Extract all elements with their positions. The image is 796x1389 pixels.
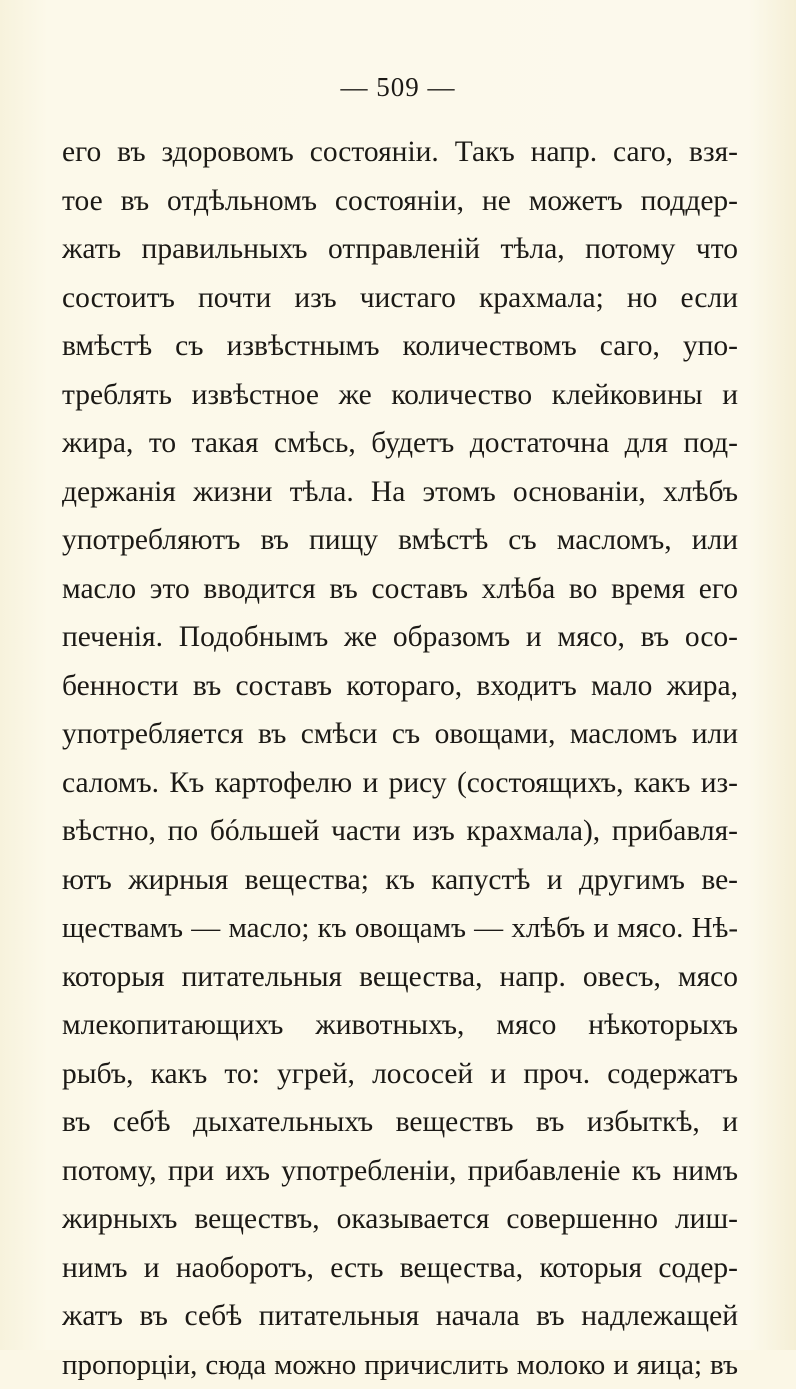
text-line: жатъ въ себѣ питательныя начала въ надлежащей: [62, 1292, 738, 1341]
text-line: вмѣстѣ съ извѣстнымъ количествомъ саго, упо-: [62, 322, 738, 371]
text-line: млекопитающихъ животныхъ, мясо нѣкоторыхъ: [62, 1001, 738, 1050]
text-line: нимъ и наоборотъ, есть вещества, которыя содер-: [62, 1244, 738, 1293]
text-line: масло это вводится въ составъ хлѣба во время его: [62, 565, 738, 614]
text-line: ществамъ — масло; къ овощамъ — хлѣбъ и мясо. Нѣ-: [62, 904, 738, 953]
text-line: пропорціи, сюда можно причислить молоко и яица; въ: [62, 1341, 738, 1389]
text-line: состоитъ почти изъ чистаго крахмала; но если: [62, 274, 738, 323]
text-line: жирныхъ веществъ, оказывается совершенно лиш-: [62, 1195, 738, 1244]
text-line: которыя питательныя вещества, напр. овесъ, мясо: [62, 953, 738, 1002]
text-line: въ себѣ дыхательныхъ веществъ въ избыткѣ, и: [62, 1098, 738, 1147]
text-line: его въ здоровомъ состояніи. Такъ напр. саго, взя-: [62, 128, 738, 177]
text-line: держанія жизни тѣла. На этомъ основаніи, хлѣбъ: [62, 468, 738, 517]
text-line: рыбъ, какъ то: угрей, лососей и проч. содержатъ: [62, 1050, 738, 1099]
text-line: печенія. Подобнымъ же образомъ и мясо, въ осо-: [62, 613, 738, 662]
text-line: треблять извѣстное же количество клейковины и: [62, 371, 738, 420]
text-line: употребляютъ въ пищу вмѣстѣ съ масломъ, или: [62, 516, 738, 565]
text-line: бенности въ составъ котораго, входитъ мало жира,: [62, 662, 738, 711]
text-line: ютъ жирныя вещества; къ капустѣ и другимъ ве-: [62, 856, 738, 905]
text-line: потому, при ихъ употребленіи, прибавленіе къ нимъ: [62, 1147, 738, 1196]
text-line: жать правильныхъ отправленій тѣла, потому что: [62, 225, 738, 274]
page-number: — 509 —: [0, 70, 796, 104]
text-line: вѣстно, по бóльшей части изъ крахмала), прибавля-: [62, 807, 738, 856]
text-line: жира, то такая смѣсь, будетъ достаточна для под-: [62, 419, 738, 468]
text-line: саломъ. Къ картофелю и рису (состоящихъ, какъ из-: [62, 759, 738, 808]
text-line: тое въ отдѣльномъ состояніи, не можетъ поддер-: [62, 177, 738, 226]
text-line: употребляется въ смѣси съ овощами, масломъ или: [62, 710, 738, 759]
body-text: [62, 128, 738, 1389]
